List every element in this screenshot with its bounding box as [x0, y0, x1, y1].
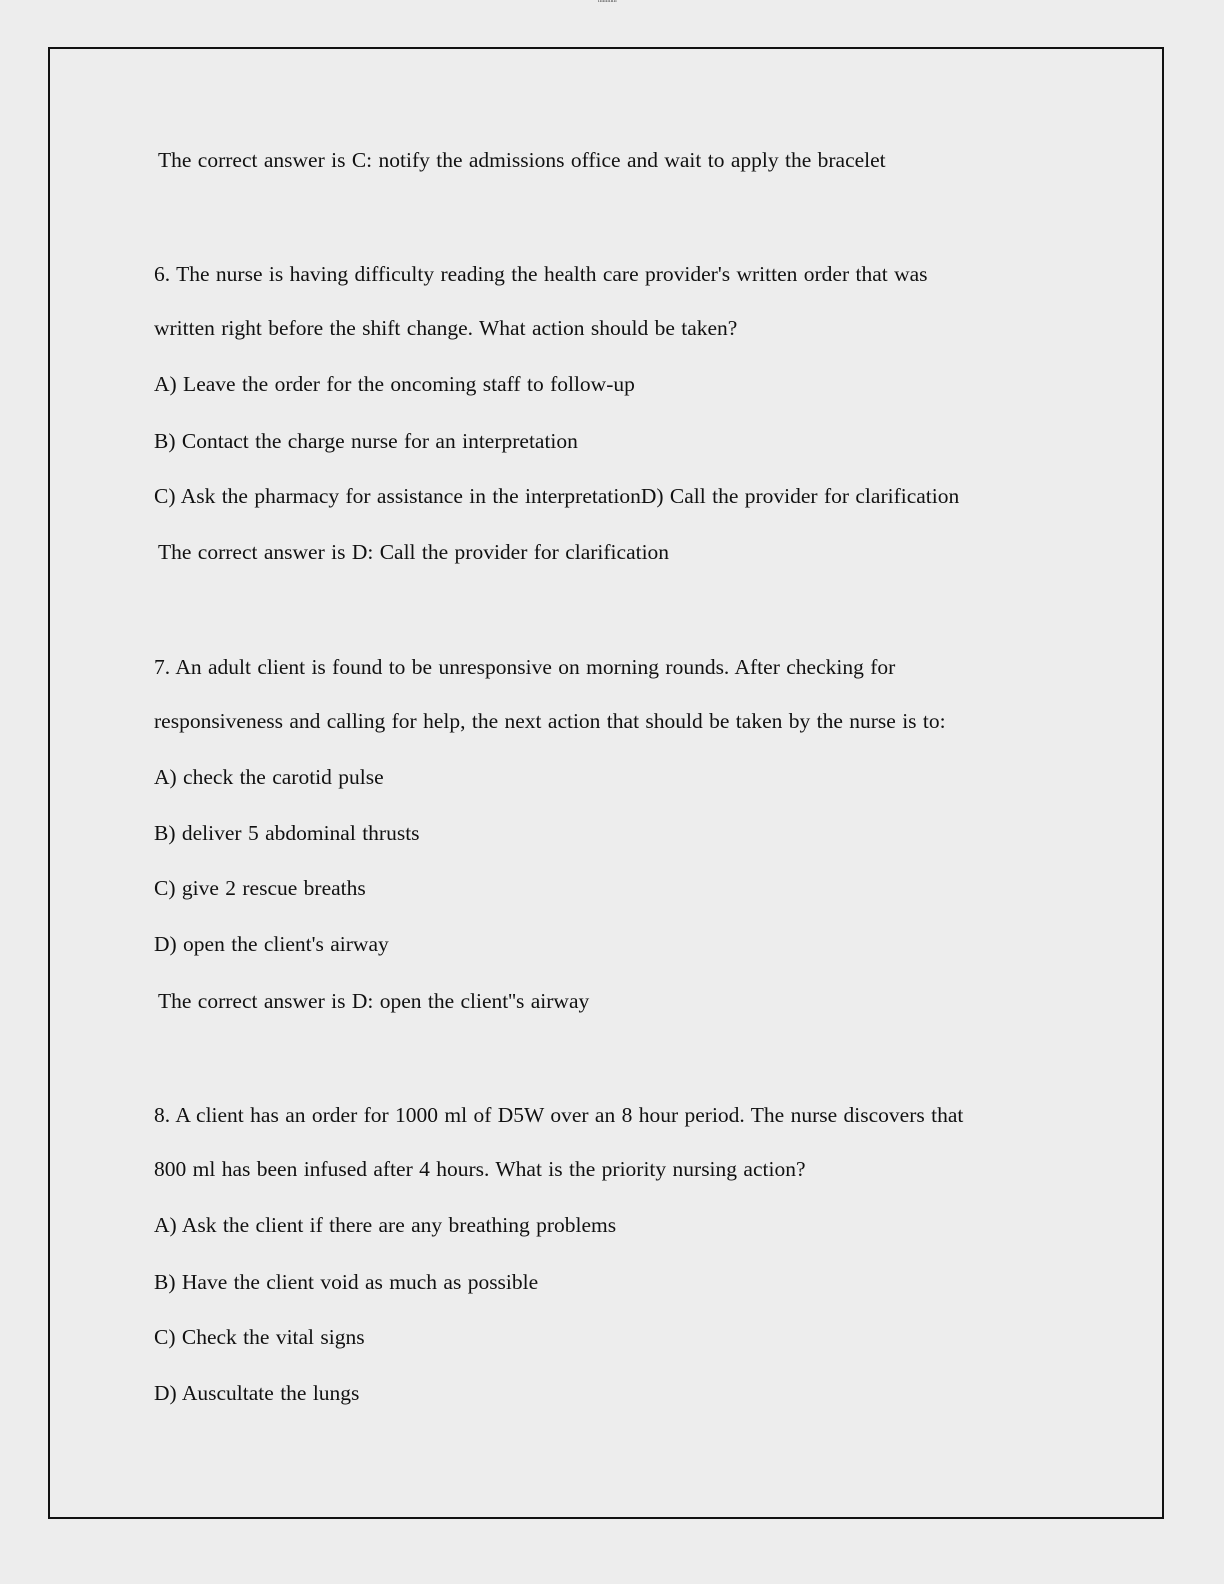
question-6-stem-line-2: written right before the shift change. What action should be taken?: [154, 316, 738, 340]
question-6-stem-line-1: 6. The nurse is having difficulty reading the health care provider's written order that was: [154, 262, 928, 286]
question-7-option-d: D) open the client's airway: [154, 932, 389, 956]
question-7-option-a: A) check the carotid pulse: [154, 765, 384, 789]
question-6-option-b: B) Contact the charge nurse for an interpretation: [154, 429, 578, 453]
question-8-option-d: D) Auscultate the lungs: [154, 1381, 360, 1405]
question-6-option-a: A) Leave the order for the oncoming staff to follow-up: [154, 372, 635, 396]
question-8-option-c: C) Check the vital signs: [154, 1325, 365, 1349]
question-8-option-a: A) Ask the client if there are any breathing problems: [154, 1213, 617, 1237]
question-7-stem-line-2: responsiveness and calling for help, the next action that should be taken by the nurse is to:: [154, 709, 946, 733]
question-6-option-c-d: C) Ask the pharmacy for assistance in the interpretationD) Call the provider for clarification: [154, 484, 960, 508]
question-8-stem-line-2: 800 ml has been infused after 4 hours. What is the priority nursing action?: [154, 1157, 806, 1181]
question-7-option-c: C) give 2 rescue breaths: [154, 876, 366, 900]
question-6-answer: The correct answer is D: Call the provider for clarification: [158, 540, 670, 564]
question-7-answer: The correct answer is D: open the client''s airway: [158, 989, 590, 1013]
question-7-stem-line-1: 7. An adult client is found to be unresponsive on morning rounds. After checking for: [154, 655, 896, 679]
previous-answer: The correct answer is C: notify the admissions office and wait to apply the bracelet: [158, 148, 886, 172]
question-7-option-b: B) deliver 5 abdominal thrusts: [154, 821, 420, 845]
header-mark: mmmm: [598, 0, 617, 4]
question-8-option-b: B) Have the client void as much as possible: [154, 1270, 539, 1294]
question-8-stem-line-1: 8. A client has an order for 1000 ml of D5W over an 8 hour period. The nurse discovers that: [154, 1103, 964, 1127]
